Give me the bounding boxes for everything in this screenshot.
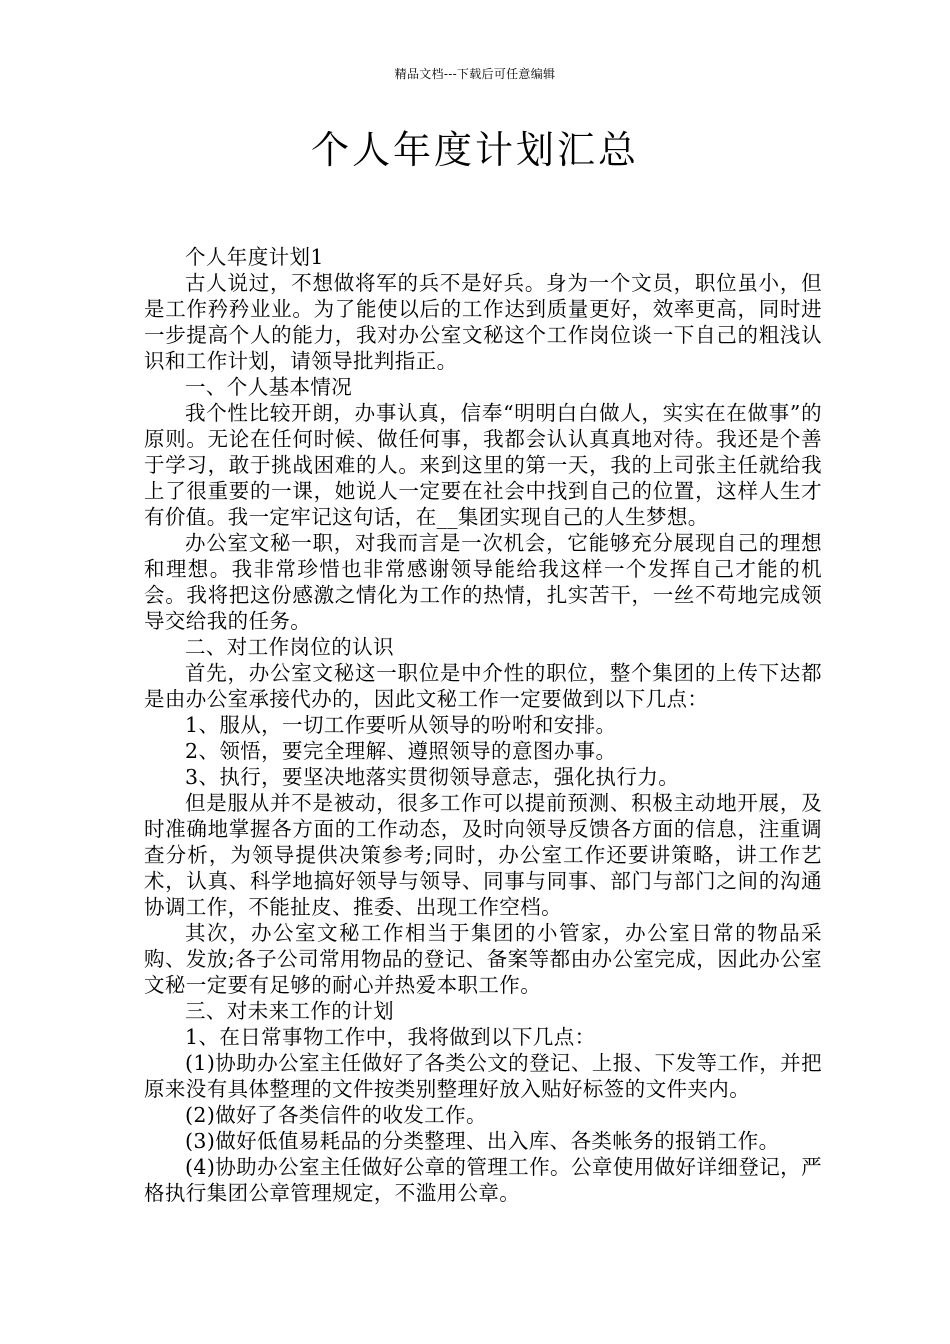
list-item: 1、在日常事物工作中，我将做到以下几点： xyxy=(185,1025,596,1049)
list-item: (1)协助办公室主任做好了各类公文的登记、上报、下发等工作，并把原来没有具体整理的文件按类别整理好放入贴好标签的文件夹内。 xyxy=(144,1051,822,1101)
body-paragraph: 古人说过，不想做将军的兵不是好兵。身为一个文员，职位虽小，但是工作矜矜业业。为了能使以后的工作达到质量更好，效率更高，同时进一步提高个人的能力，我对办公室文秘这个工作岗位谈一下自己的粗浅认识和工作计划，请领导批判指正。 xyxy=(144,271,822,373)
section-heading: 一、个人基本情况 xyxy=(185,375,353,399)
section-heading: 二、对工作岗位的认识 xyxy=(185,635,394,659)
document-title: 个人年度计划汇总 xyxy=(310,128,639,172)
page-header: 精品文档---下载后可任意编辑 xyxy=(394,67,556,81)
list-item: (3)做好低值易耗品的分类整理、出入库、各类帐务的报销工作。 xyxy=(185,1129,780,1153)
body-paragraph: 其次，办公室文秘工作相当于集团的小管家，办公室日常的物品采购、发放;各子公司常用物品的登记、备案等都由办公室完成，因此办公室文秘一定要有足够的耐心并热爱本职工作。 xyxy=(144,921,822,997)
section-heading: 个人年度计划1 xyxy=(185,245,324,269)
list-item: (2)做好了各类信件的收发工作。 xyxy=(185,1103,487,1127)
document-body xyxy=(144,244,822,1206)
list-item: 1、服从，一切工作要听从领导的吩咐和安排。 xyxy=(185,713,617,737)
body-paragraph: 首先，办公室文秘这一职位是中介性的职位，整个集团的上传下达都是由办公室承接代办的，因此文秘工作一定要做到以下几点： xyxy=(144,661,822,711)
body-paragraph: 但是服从并不是被动，很多工作可以提前预测、积极主动地开展，及时准确地掌握各方面的工作动态，及时向领导反馈各方面的信息，注重调查分析，为领导提供决策参考;同时，办公室工作还要讲策略，讲工作艺术，认真、科学地搞好领导与领导、同事与同事、部门与部门之间的沟通协调工作，不能扯皮、推委、出现工作空档。 xyxy=(144,791,822,919)
list-item: (4)协助办公室主任做好公章的管理工作。公章使用做好详细登记，严格执行集团公章管理规定，不滥用公章。 xyxy=(144,1155,822,1205)
section-heading: 三、对未来工作的计划 xyxy=(185,999,394,1023)
body-paragraph: 我个性比较开朗，办事认真，信奉“明明白白做人，实实在在做事”的原则。无论在任何时候、做任何事，我都会认认真真地对待。我还是个善于学习，敢于挑战困难的人。来到这里的第一天，我的上司张主任就给我上了很重要的一课，她说人一定要在社会中找到自己的位置，这样人生才有价值。我一定牢记这句话，在__集团实现自己的人生梦想。 xyxy=(144,401,822,529)
body-paragraph: 办公室文秘一职，对我而言是一次机会，它能够充分展现自己的理想和理想。我非常珍惜也非常感谢领导能给我这样一个发挥自己才能的机会。我将把这份感激之情化为工作的热情，扎实苦干，一丝不苟地完成领导交给我的任务。 xyxy=(144,531,822,633)
list-item: 3、执行，要坚决地落实贯彻领导意志，强化执行力。 xyxy=(185,765,680,789)
list-item: 2、领悟，要完全理解、遵照领导的意图办事。 xyxy=(185,739,617,763)
